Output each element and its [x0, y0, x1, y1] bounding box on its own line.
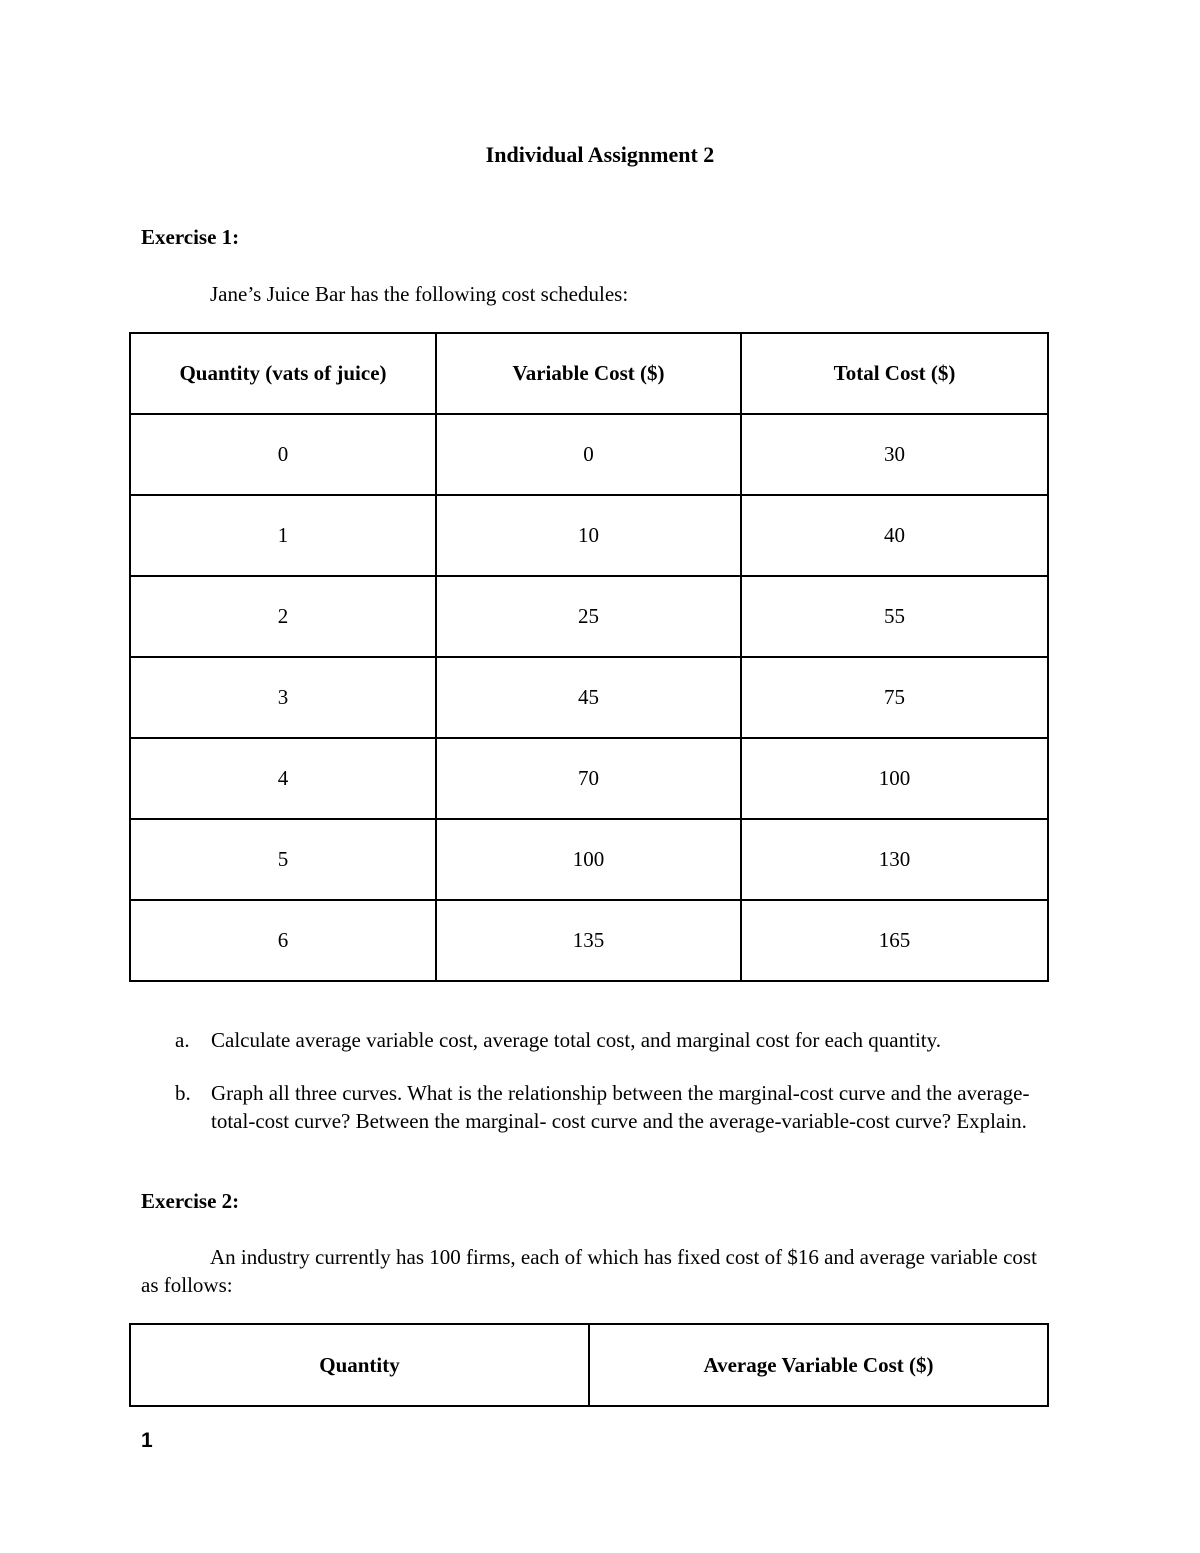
cell-quantity: 4 — [130, 738, 436, 819]
table-row — [130, 414, 1048, 495]
table-header-row — [130, 333, 1048, 414]
average-variable-cost-table — [129, 1323, 1049, 1407]
cell-variable-cost: 100 — [436, 819, 741, 900]
column-header-total-cost: Total Cost ($) — [741, 333, 1048, 414]
cell-variable-cost: 10 — [436, 495, 741, 576]
table-row — [130, 900, 1048, 981]
page-title: Individual Assignment 2 — [485, 142, 715, 167]
question-a — [175, 1026, 1065, 1054]
table-row — [130, 738, 1048, 819]
cell-quantity: 0 — [130, 414, 436, 495]
question-b — [175, 1079, 1065, 1135]
cell-variable-cost: 135 — [436, 900, 741, 981]
table-row — [130, 657, 1048, 738]
cell-total-cost: 130 — [741, 819, 1048, 900]
cost-schedule-table — [129, 332, 1049, 982]
exercise-1-heading: Exercise 1: — [141, 225, 240, 249]
cell-quantity: 1 — [130, 495, 436, 576]
question-marker: b. — [175, 1081, 191, 1105]
column-header-variable-cost: Variable Cost ($) — [436, 333, 741, 414]
cell-variable-cost: 70 — [436, 738, 741, 819]
exercise-2-heading: Exercise 2: — [141, 1189, 240, 1213]
exercise-1-intro: Jane’s Juice Bar has the following cost schedules: — [210, 282, 629, 306]
cell-quantity: 5 — [130, 819, 436, 900]
cell-total-cost: 40 — [741, 495, 1048, 576]
page-number: 1 — [141, 1429, 153, 1452]
table-row — [130, 576, 1048, 657]
exercise-1-questions — [175, 1026, 1065, 1135]
question-text: Graph all three curves. What is the relationship between the marginal-cost curve and the average-total-cost curve? Between the marginal- cost curve and the average-variable-cost curve? Explain. — [211, 1081, 1030, 1133]
cell-total-cost: 75 — [741, 657, 1048, 738]
question-text: Calculate average variable cost, average total cost, and marginal cost for each quantity. — [211, 1028, 942, 1052]
cell-quantity: 2 — [130, 576, 436, 657]
cell-total-cost: 100 — [741, 738, 1048, 819]
cell-variable-cost: 25 — [436, 576, 741, 657]
question-marker: a. — [175, 1028, 190, 1052]
cell-variable-cost: 45 — [436, 657, 741, 738]
table-header-row — [130, 1324, 1048, 1406]
cell-total-cost: 30 — [741, 414, 1048, 495]
column-header-quantity: Quantity (vats of juice) — [130, 333, 436, 414]
table-row — [130, 495, 1048, 576]
table-row — [130, 819, 1048, 900]
cell-total-cost: 165 — [741, 900, 1048, 981]
cell-variable-cost: 0 — [436, 414, 741, 495]
exercise-2-intro: An industry currently has 100 firms, each of which has fixed cost of $16 and average variable cost as follows: — [141, 1245, 1037, 1297]
cell-quantity: 3 — [130, 657, 436, 738]
cell-total-cost: 55 — [741, 576, 1048, 657]
cell-quantity: 6 — [130, 900, 436, 981]
column-header-average-variable-cost: Average Variable Cost ($) — [589, 1324, 1048, 1406]
column-header-quantity: Quantity — [130, 1324, 589, 1406]
